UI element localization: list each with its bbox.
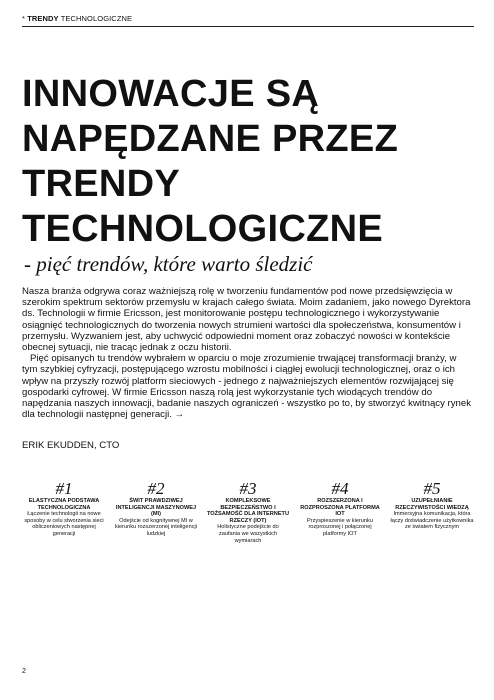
title-line: TECHNOLOGICZNE xyxy=(22,208,383,250)
trend-item xyxy=(206,480,290,562)
body-paragraph: Nasza branża odgrywa coraz ważniejszą rolę w tworzeniu fundamentów pod nowe przedsięwzięcia w szerokim spektrum sektorów przemysłu w krajach całego świata. Moim zadaniem, jako nowego Dyrektora ds. Technologii w firmie Ericsson, jest monitorowanie postępu technologicznego i wykorzystywanie osiągnięć technologicznych do tworzenia nowych strumieni wartości dla społeczeństwa, konsumentów i przemysłu. Wyzwaniem jest, aby uchwycić odpowiedni moment oraz zobaczyć nowości w kontekście obecnej sytuacji, nie tracąc jednak z oczu historii. xyxy=(22,286,471,354)
trend-description: Odejście od kognitywnej MI w kierunku rozszerzonej inteligencji ludzkiej xyxy=(114,517,198,537)
trend-name: ŚWIT PRAWDZIWEJ INTELIGENCJI MASZYNOWEJ (MI) xyxy=(115,498,197,518)
title-line: NAPĘDZANE PRZEZ xyxy=(22,118,399,160)
trend-number: #4 xyxy=(331,479,349,498)
trend-name: ROZSZERZONA I ROZPROSZONA PLATFORMA IOT xyxy=(300,498,380,518)
header-prefix: * xyxy=(22,14,26,23)
page-number: 2 xyxy=(22,668,26,675)
trend-item xyxy=(22,480,106,562)
trend-description: Immersyjna komunikacja, która łączy doświadczenie użytkownika ze światem fizycznym xyxy=(390,511,474,531)
article-body xyxy=(22,286,472,420)
header-rest: TECHNOLOGICZNE xyxy=(60,14,133,23)
trend-description: Przyspieszenie w kierunku rozproszonej i połączonej platformy IOT xyxy=(307,517,373,537)
trend-item xyxy=(298,480,382,562)
author-signature: ERIK EKUDDEN, CTO xyxy=(22,440,120,451)
subtitle: - pięć trendów, które warto śledzić xyxy=(24,252,313,276)
title-line: INNOWACJE SĄ xyxy=(22,73,320,115)
trend-description: Holistyczne podejście do zaufania we wszystkich wymiarach xyxy=(217,524,279,544)
title-line: TRENDY xyxy=(22,163,181,205)
trend-number: #5 xyxy=(423,479,441,498)
trend-description: Łączenie technologii na nowe sposoby w celu stworzenia sieci obliczeniowych następnej generacji xyxy=(24,511,104,537)
header-bold: TRENDY xyxy=(27,14,59,23)
trend-number: #3 xyxy=(239,479,257,498)
trend-number: #2 xyxy=(147,479,165,498)
running-header xyxy=(22,14,472,23)
trend-name: ELASTYCZNA PODSTAWA TECHNOLOGICZNA xyxy=(28,498,100,511)
body-paragraph: Pięć opisanych tu trendów wybrałem w oparciu o moje zrozumienie trwającej transformacji branży, w tym szybkiej cyfryzacji, postępującego wzrostu mobilności i ciągłej ewolucji technologicznej, oraz o ich wpływ na przyszły rozwój platform sieciowych - jednego z najważniejszych elementów rozwijającej się gospodarki cyfrowej. W firmie Ericsson naszą rolą jest wykorzystanie tych wiodących trendów do napędzania naszych innowacji, badanie naszych ograniczeń - wszystko po to, by stworzyć kwitnący rynek dla technologii następnej generacji. → xyxy=(22,353,471,421)
trend-item xyxy=(390,480,474,562)
page-title xyxy=(22,72,482,252)
trends-list xyxy=(22,480,474,562)
trend-item xyxy=(114,480,198,562)
header-divider xyxy=(22,26,474,27)
trend-name: KOMPLEKSOWE BEZPIECZEŃSTWO I TOŻSAMOŚĆ DLA INTERNETU RZECZY (IOT) xyxy=(206,498,290,524)
trend-number: #1 xyxy=(55,479,73,498)
trend-name: UZUPEŁNIANIE RZECZYWISTOŚCI WIEDZĄ xyxy=(395,498,469,511)
